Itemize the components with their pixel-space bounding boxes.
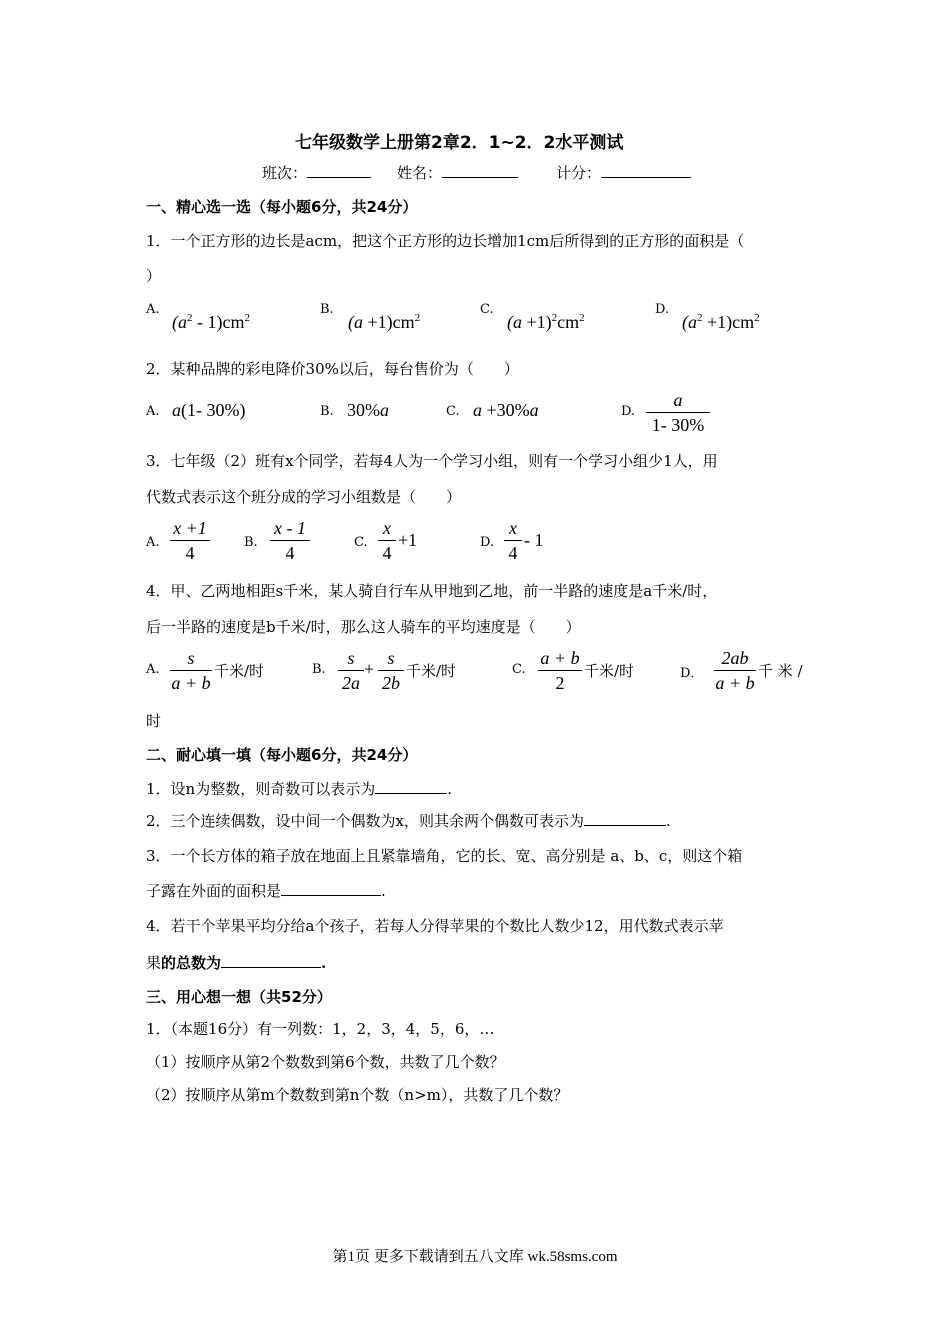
s2-q4-line1: 4．若干个苹果平均分给a个孩子，若每人分得苹果的个数比人数少12，用代数式表示苹 <box>146 917 724 935</box>
s2-q2: 2．三个连续偶数，设中间一个偶数为x，则其余两个偶数可表示为 . <box>146 812 671 830</box>
s1-q3-expr-c: x 4 <box>378 517 396 564</box>
s1-q1-expr-c: $(a +1)^2cm^2$ <box>507 312 585 332</box>
s1-q2-option-b: B. <box>320 404 334 419</box>
s1-q2-text: 2．某种品牌的彩电降价30%以后，每台售价为（ ） <box>146 360 519 378</box>
s1-q4-line2: 后一半路的速度是b千米/时，那么这人骑车的平均速度是（ ） <box>146 618 581 636</box>
s1-q4-expr-b2: s 2b <box>378 647 404 694</box>
name-label: 姓名： <box>397 162 518 183</box>
s1-q3-expr-d-tail: - 1 <box>524 530 544 550</box>
section2-heading: 二、耐心填一填（每小题6分，共24分） <box>146 746 418 764</box>
s3-q1-1: （1）按顺序从第2个数数到第6个数，共数了几个数？ <box>146 1053 505 1071</box>
s1-q1-option-d: D. <box>655 302 670 317</box>
s1-q2-option-a: A. <box>146 404 160 419</box>
class-label: 班次： <box>262 162 371 183</box>
s1-q3-expr-d: x 4 <box>504 517 522 564</box>
s1-q3-option-d: D. <box>480 535 495 550</box>
s2-q1-blank <box>375 779 447 794</box>
s1-q2-expr-a: a(1- 30%) <box>172 400 246 420</box>
s1-q3-expr-c-tail: +1 <box>398 530 418 550</box>
s1-q2-option-c: C. <box>446 404 460 419</box>
s1-q3-line2: 代数式表示这个班分成的学习小组数是（ ） <box>146 488 462 506</box>
s1-q3-line1: 3．七年级（2）班有x个同学，若每4人为一个学习小组，则有一个学习小组少1人，用 <box>146 452 718 470</box>
s1-q1-expr-d: $(a^2 +1)cm^2$ <box>682 312 760 332</box>
s1-q4-expr-c: a + b 2 <box>538 647 582 694</box>
s1-q1-expr-a: $(a^2 - 1)cm^2$ <box>172 312 250 332</box>
s1-q3-option-a: A. <box>146 535 160 550</box>
s1-q2-expr-c: a +30%a <box>473 400 539 420</box>
s1-q4-option-a: A. <box>146 662 160 677</box>
s1-q4-option-c: C. <box>512 662 526 677</box>
s1-q1-expr-b: $(a +1)cm^2$ <box>348 312 421 332</box>
score-blank <box>601 163 691 178</box>
s1-q1-line1: 1．一个正方形的边长是acm，把这个正方形的边长增加1cm后所得到的正方形的面积是（ <box>146 232 745 250</box>
s2-q3-line2: 子露在外面的面积是 . <box>146 882 386 900</box>
s1-q4-unit-b: 千米/时 <box>406 662 457 680</box>
section1-heading: 一、精心选一选（每小题6分，共24分） <box>146 198 418 216</box>
s1-q4-unit-d: 千 米 / <box>758 662 803 680</box>
s1-q1-option-b: B. <box>320 302 334 317</box>
class-blank <box>307 163 371 178</box>
s1-q4-line1: 4．甲、乙两地相距s千米，某人骑自行车从甲地到乙地，前一半路的速度是a千米/时， <box>146 582 718 600</box>
s1-q4-unit-c: 千米/时 <box>584 662 635 680</box>
s2-q3-line1: 3．一个长方体的箱子放在地面上且紧靠墙角，它的长、宽、高分别是 a、b、c，则这个箱 <box>146 847 743 865</box>
page-title: 七年级数学上册第2章2．1~2．2水平测试 <box>295 133 624 153</box>
s1-q1-option-a: A. <box>146 302 160 317</box>
s1-q2-option-d: D. <box>621 404 636 419</box>
s1-q3-option-c: C. <box>354 535 368 550</box>
s1-q4-expr-b-plus: + <box>364 659 375 679</box>
s1-q4-expr-b1: s 2a <box>338 647 364 694</box>
s1-q4-expr-a: s a + b <box>171 648 211 693</box>
s1-q4-unit-wrap: 时 <box>146 712 162 730</box>
section3-heading: 三、用心想一想（共52分） <box>146 988 332 1006</box>
score-label: 计分： <box>556 162 691 183</box>
s1-q2-expr-b: 30%a <box>347 400 389 420</box>
s2-q3-blank <box>281 881 381 896</box>
s1-q4-unit-a: 千米/时 <box>214 662 265 680</box>
s1-q1-option-c: C. <box>480 302 494 317</box>
s1-q1-line2: ） <box>146 267 162 285</box>
s1-q4-option-b: B. <box>312 662 326 677</box>
s1-q4-option-d: D． <box>680 666 704 681</box>
s1-q2-expr-d: a 1- 30% <box>646 389 710 436</box>
s2-q4-blank <box>221 953 321 968</box>
page-footer: 第1页 更多下载请到五八文库 wk.58sms.com <box>332 1249 618 1265</box>
name-blank <box>442 163 518 178</box>
s1-q3-option-b: B. <box>244 535 258 550</box>
s2-q2-blank <box>584 811 666 826</box>
s2-q1: 1．设n为整数，则奇数可以表示为 . <box>146 780 452 798</box>
s3-q1-2: （2）按顺序从第m个数数到第n个数（n>m），共数了几个数？ <box>146 1086 569 1104</box>
s1-q4-expr-d: 2ab a + b <box>715 648 755 693</box>
s1-q3-expr-a: x +1 4 <box>170 517 210 564</box>
s3-q1: 1．（本题16分）有一列数：1，2，3，4，5，6，… <box>146 1020 495 1038</box>
s2-q4-line2: 果的总数为 . <box>146 954 327 972</box>
s1-q3-expr-b: x - 1 4 <box>270 517 310 564</box>
